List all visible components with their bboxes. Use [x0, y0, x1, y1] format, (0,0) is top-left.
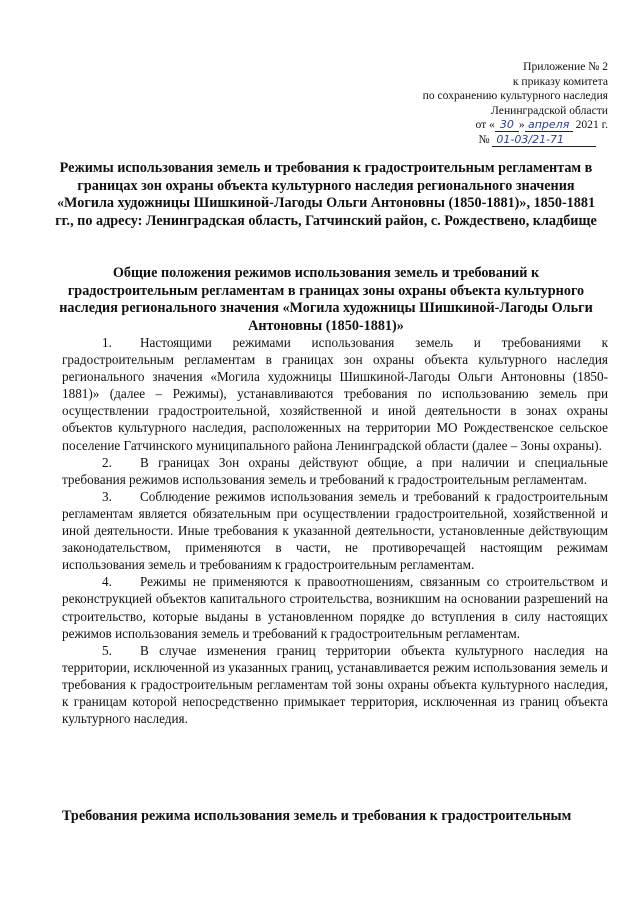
- paragraph: [62, 573, 608, 641]
- document-body: [62, 334, 608, 727]
- date-prefix: от «: [475, 118, 495, 131]
- appendix-committee: по сохранению культурного наследия: [422, 89, 608, 102]
- appendix-order-ref: к приказу комитета: [512, 74, 608, 88]
- paragraph-number: 3.: [102, 488, 112, 504]
- paragraph-text: Настоящими режимами использования земель и требованиями к градостроительным регламентам в границах зон охраны объекта культурного наследия регионального значения «Могила художницы Шишкиной-Лагоды Ольги Антоновны (1850-1881)» (далее – Режимы), устанавливаются требования по использованию земель при осуществлении градостроительной, хозяйственной и иной деятельности в зонах охраны объектов культурного наследия, расположенных на территории МО Рождественское сельское поселение Гатчинского муниципального района Ленинградской области (далее – Зоны охраны).: [62, 335, 608, 453]
- document-title: Режимы использования земель и требования к градостроительным регламентам в границах зон охраны объекта культурного наследия регионального значения «Могила художницы Шишкиной-Лагоды Ольги Антоновны (1850-1881)», 1850-1881 гг., по адресу: Ленинградская область, Гатчинский район, с. Рождествено, кладбище: [55, 160, 597, 229]
- paragraph: [62, 488, 608, 573]
- date-month: апреля: [525, 119, 573, 132]
- appendix-number: Приложение № 2: [523, 60, 608, 73]
- order-number: 01-03/21-71: [492, 134, 596, 147]
- paragraph-number: 4.: [102, 574, 112, 590]
- section-heading: Требования режима использования земель и требования к градостроительным: [62, 808, 572, 824]
- paragraph-text: В границах Зон охраны действуют общие, а при наличии и специальные требования режимов использования земель и требований к градостроительным регламентам.: [62, 454, 608, 487]
- paragraph-number: 1.: [102, 335, 112, 350]
- paragraph: [62, 454, 608, 488]
- paragraph-text: В случае изменения границ территории объекта культурного наследия на территории, исключенной из указанных границ, устанавливается режим использования земель и требования к градостроительным регламентам той зоны охраны объекта культурного наследия, к границам которой непосредственно примыкает территория, исключенная из границ объекта культурного наследия.: [62, 642, 608, 727]
- date-mid: »: [518, 118, 525, 131]
- date-day: 30: [495, 119, 519, 132]
- paragraph-text: Соблюдение режимов использования земель и требований к градостроительным регламентам является обязательным при осуществлении градостроительной, хозяйственной и иной деятельности. Иные требования к указанной деятельности, установленные действующим законодательством, применяются в части, не противоречащей настоящим режимам использования земель и требованиям к градостроительным регламентам.: [62, 488, 608, 573]
- paragraph: [62, 334, 608, 454]
- number-prefix: №: [478, 132, 490, 146]
- appendix-date-line: [328, 118, 608, 133]
- appendix-block: [328, 60, 608, 147]
- appendix-number-line: [328, 133, 608, 148]
- general-provisions-heading: Общие положения режимов использования земель и требований к градостроительным регламентам в границах зоны охраны объекта культурного наследия регионального значения «Могилa художницы Шишкиной-Лагоды Ольги Антоновны (1850-1881)»: [59, 265, 593, 334]
- appendix-region: Ленинградской области: [491, 103, 608, 117]
- paragraph: [62, 642, 608, 727]
- paragraph-text: Режимы не применяются к правоотношениям, связанным со строительством и реконструкцией объектов капитального строительства, возникшим на основании разрешений на строительство, которые выданы в установленном порядке до вступления в силу настоящих режимов использования земель и требований к градостроительным регламентам.: [62, 574, 608, 641]
- date-suffix: 2021 г.: [575, 118, 608, 131]
- paragraph-number: 2.: [102, 454, 112, 470]
- paragraph-number: 5.: [102, 642, 112, 658]
